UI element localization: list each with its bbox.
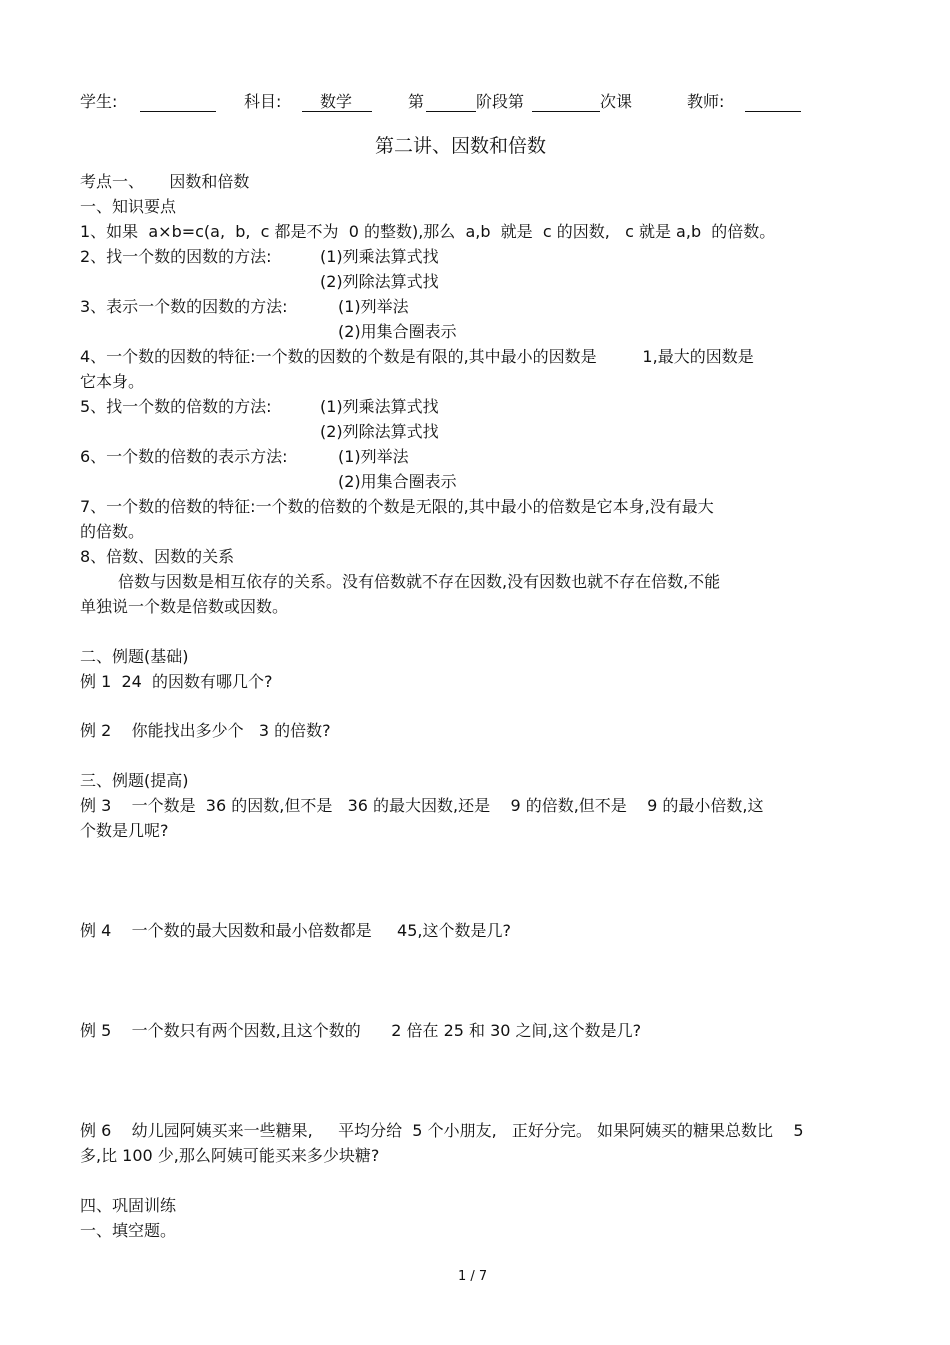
stage-mid: 阶段第 <box>476 92 525 111</box>
example-4: 例 4 一个数的最大因数和最小倍数都是 45,这个数是几? <box>80 921 511 940</box>
point-3b: (2)用集合圈表示 <box>338 322 457 341</box>
point-6: 6、一个数的倍数的表示方法: <box>80 447 288 466</box>
point-5b: (2)列除法算式找 <box>320 422 439 441</box>
subject-label: 科目: <box>244 92 282 111</box>
example-1: 例 1 24 的因数有哪几个? <box>80 672 273 691</box>
point-5: 5、找一个数的倍数的方法: <box>80 397 272 416</box>
lesson-blank <box>532 111 600 112</box>
point-3: 3、表示一个数的因数的方法: <box>80 297 288 316</box>
point-4-line2: 它本身。 <box>80 372 145 391</box>
lesson-suffix: 次课 <box>600 92 633 111</box>
point-2a: (1)列乘法算式找 <box>320 247 439 266</box>
point-3a: (1)列举法 <box>338 297 409 316</box>
point-7-line1: 7、一个数的倍数的特征:一个数的倍数的个数是无限的,其中最小的倍数是它本身,没有最大 <box>80 497 714 516</box>
example-3-line2: 个数是几呢? <box>80 821 169 840</box>
teacher-label: 教师: <box>687 92 725 111</box>
section4-sub: 一、填空题。 <box>80 1221 177 1240</box>
example-5: 例 5 一个数只有两个因数,且这个数的 2 倍在 25 和 30 之间,这个数是几? <box>80 1021 642 1040</box>
point-8: 8、倍数、因数的关系 <box>80 547 235 566</box>
student-label: 学生: <box>80 92 118 111</box>
point-6b: (2)用集合圈表示 <box>338 472 457 491</box>
point-2b: (2)列除法算式找 <box>320 272 439 291</box>
stage-prefix: 第 <box>408 92 425 111</box>
section4-heading: 四、巩固训练 <box>80 1196 177 1215</box>
section1-sub: 一、知识要点 <box>80 197 177 216</box>
stage-blank <box>426 111 476 112</box>
example-3-line1: 例 3 一个数是 36 的因数,但不是 36 的最大因数,还是 9 的倍数,但不是 9 的最小倍数,这 <box>80 796 764 815</box>
point-7-line2: 的倍数。 <box>80 522 145 541</box>
example-6-line2: 多,比 100 少,那么阿姨可能买来多少块糖? <box>80 1146 380 1165</box>
example-6-line1: 例 6 幼儿园阿姨买来一些糖果, 平均分给 5 个小朋友, 正好分完。 如果阿姨买的糖果总数比 5 <box>80 1121 804 1140</box>
student-blank <box>140 111 216 112</box>
subject-value: 数学 <box>320 92 353 111</box>
point-8-line1: 倍数与因数是相互依存的关系。没有倍数就不存在因数,没有因数也就不存在倍数,不能 <box>118 572 721 591</box>
point-6a: (1)列举法 <box>338 447 409 466</box>
section3-heading: 三、例题(提高) <box>80 771 189 790</box>
point-5a: (1)列乘法算式找 <box>320 397 439 416</box>
teacher-blank <box>745 111 801 112</box>
point-4-line1: 4、一个数的因数的特征:一个数的因数的个数是有限的,其中最小的因数是 1,最大的因数是 <box>80 347 754 366</box>
section2-heading: 二、例题(基础) <box>80 647 189 666</box>
example-2: 例 2 你能找出多少个 3 的倍数? <box>80 721 331 740</box>
page-title: 第二讲、因数和倍数 <box>375 135 547 157</box>
point-8-line2: 单独说一个数是倍数或因数。 <box>80 597 289 616</box>
point-1: 1、如果 a×b=c(a, b, c 都是不为 0 的整数),那么 a,b 就是 c 的因数, c 就是 a,b 的倍数。 <box>80 222 776 241</box>
section1-heading: 考点一、 因数和倍数 <box>80 172 250 191</box>
page-number: 1 / 7 <box>458 1269 488 1284</box>
point-2: 2、找一个数的因数的方法: <box>80 247 272 266</box>
